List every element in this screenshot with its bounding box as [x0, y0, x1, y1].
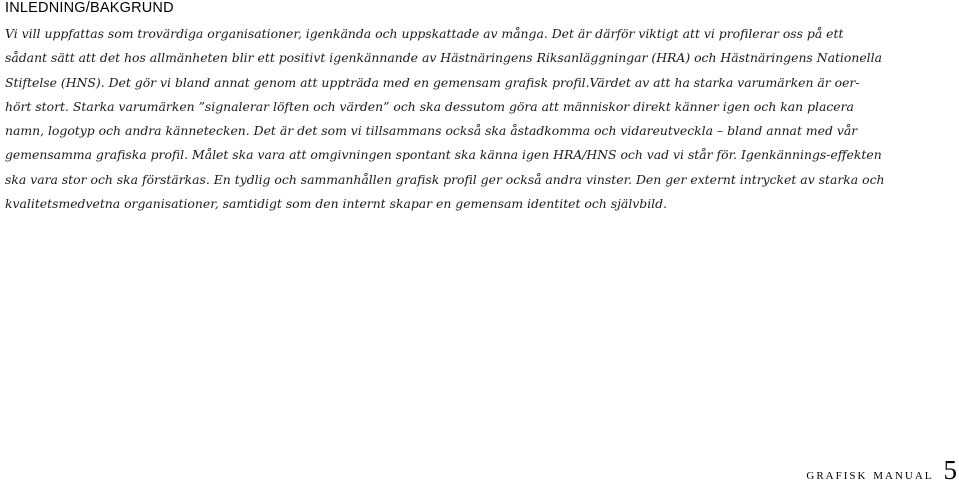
paragraph-line: Stiftelse (HNS). Det gör vi bland annat genom att uppträda med en gemensam grafisk profil.Värdet av att ha starka varumärken är oer- [5, 74, 860, 90]
page-number: 5 [943, 455, 957, 485]
paragraph-line: namn, logotyp och andra kännetecken. Det är det som vi tillsammans också ska åstadkomma och vidareutveckla – bland annat med vår [5, 123, 858, 139]
body-paragraph [5, 22, 953, 216]
paragraph-line: Vi vill uppfattas som trovärdiga organisationer, igenkända och uppskattade av många. Det är därför viktigt att vi profilerar oss på ett [5, 26, 844, 41]
paragraph-line: kvalitetsmedvetna organisationer, samtidigt som den internt skapar en gemensam identitet och självbild. [5, 196, 668, 212]
section-heading: INLEDNING/BAKGRUND [5, 0, 174, 16]
page-footer [806, 455, 957, 486]
footer-manual-title: grafisk manual [806, 467, 934, 483]
paragraph-line: sådant sätt att det hos allmänheten blir ett positivt igenkännande av Hästnäringens Riksanläggningar (HRA) och Hästnäringens Nationella [5, 50, 882, 66]
paragraph-line: hört stort. Starka varumärken ”signalerar löften och värden” och ska dessutom göra att människor direkt känner igen och kan placera [5, 98, 854, 114]
paragraph-line: gemensamma grafiska profil. Målet ska vara att omgivningen spontant ska känna igen HRA/HNS och vad vi står för. Igenkännings-effekten [5, 147, 882, 163]
paragraph-line: ska vara stor och ska förstärkas. En tydlig och sammanhållen grafisk profil ger också andra vinster. Den ger externt intrycket av starka och [5, 171, 885, 187]
